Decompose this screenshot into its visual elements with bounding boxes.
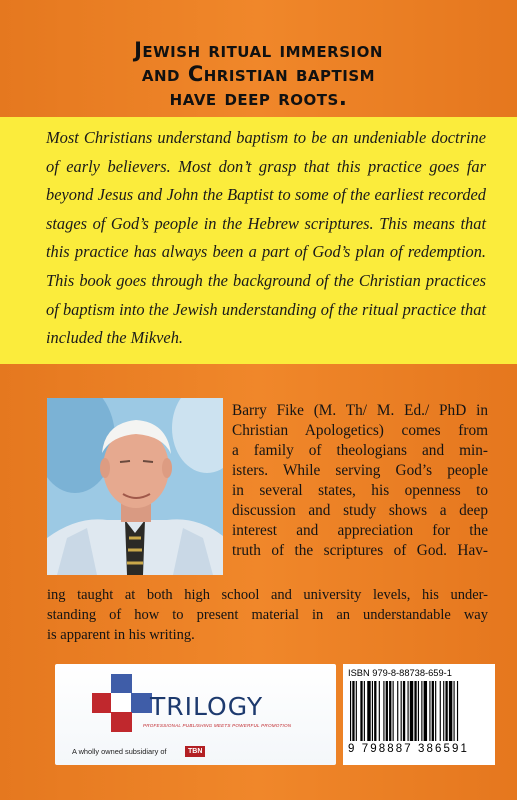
book-blurb: Most Christians understand baptism to be an undeniable doctrine of early believers. Most don’t grasp that this practice goes far beyond Jesus and John the Baptist to some of the earliest recorded stages of God’s people in the Hebrew scriptures. This means that this practice has always been a part of God’s plan of redemption. This book goes through the background of the Christian practices of baptism into the Jewish understanding of the ritual practice that included the Mikveh. <box>46 128 486 348</box>
bio-line: ing taught at both high school and university levels, his under- <box>47 587 488 603</box>
barcode-bar <box>397 681 398 741</box>
bio-line: Barry Fike (M. Th/ M. Ed./ PhD in <box>232 402 488 419</box>
barcode-bar <box>374 681 376 741</box>
isbn-text: ISBN 979-8-88738-659-1 <box>348 668 452 678</box>
barcode-bar <box>454 681 455 741</box>
bio-line: standing of how to present material in an understandable way <box>47 607 488 623</box>
author-portrait-image <box>47 398 223 575</box>
barcode-bar <box>432 681 434 741</box>
barcode-bar <box>389 681 391 741</box>
barcode-bar <box>445 681 447 741</box>
barcode-bar <box>393 681 394 741</box>
barcode-bar <box>449 681 452 741</box>
barcode-bar <box>410 681 413 741</box>
publisher-name: TRILOGY <box>150 692 264 721</box>
barcode-bar <box>457 681 458 741</box>
headline <box>0 38 517 110</box>
barcode-bar <box>350 681 351 741</box>
barcode-bar <box>352 681 354 741</box>
publisher-subsidiary-note: A wholly owned subsidiary of <box>72 747 167 756</box>
barcode-bar <box>372 681 373 741</box>
bio-line: interest and appreciation for the <box>232 522 488 539</box>
barcode-bar <box>356 681 357 741</box>
barcode-bar <box>367 681 370 741</box>
headline-line-3: have deep roots. <box>169 86 348 110</box>
barcode-bar <box>386 681 388 741</box>
bio-line: is apparent in his writing. <box>47 627 195 643</box>
bio-line: in several states, his openness to <box>232 482 488 499</box>
barcode-bar <box>379 681 380 741</box>
barcode-bar <box>435 681 436 741</box>
barcode-digits: 9 798887 386591 <box>348 743 470 755</box>
bio-line: a family of theologians and min- <box>232 442 488 459</box>
barcode-bar <box>364 681 365 741</box>
barcode-bar <box>440 681 441 741</box>
barcode-bar <box>383 681 384 741</box>
barcode-bar <box>408 681 409 741</box>
bio-line: truth of the scriptures of God. Hav- <box>232 542 488 559</box>
barcode-bar <box>443 681 444 741</box>
barcode-bar <box>414 681 416 741</box>
bio-line: Christian Apologetics) comes from <box>232 422 488 439</box>
tbn-logo: TBN <box>185 746 205 757</box>
barcode-bar <box>401 681 402 741</box>
barcode-bar <box>360 681 362 741</box>
barcode-bar <box>418 681 419 741</box>
headline-line-2: and Christian baptism <box>141 62 376 86</box>
bio-line: discussion and study shows a deep <box>232 502 488 519</box>
bio-line: isters. While serving God’s people <box>232 462 488 479</box>
barcode-bar <box>403 681 405 741</box>
headline-line-1: Jewish ritual immersion <box>134 38 383 62</box>
author-photo <box>47 398 223 575</box>
barcode-bar <box>429 681 430 741</box>
barcode-bar <box>424 681 427 741</box>
barcode-icon <box>348 681 494 743</box>
barcode-bar <box>421 681 422 741</box>
publisher-tagline: PROFESSIONAL PUBLISHING MEETS POWERFUL PROMOTION <box>143 723 292 728</box>
